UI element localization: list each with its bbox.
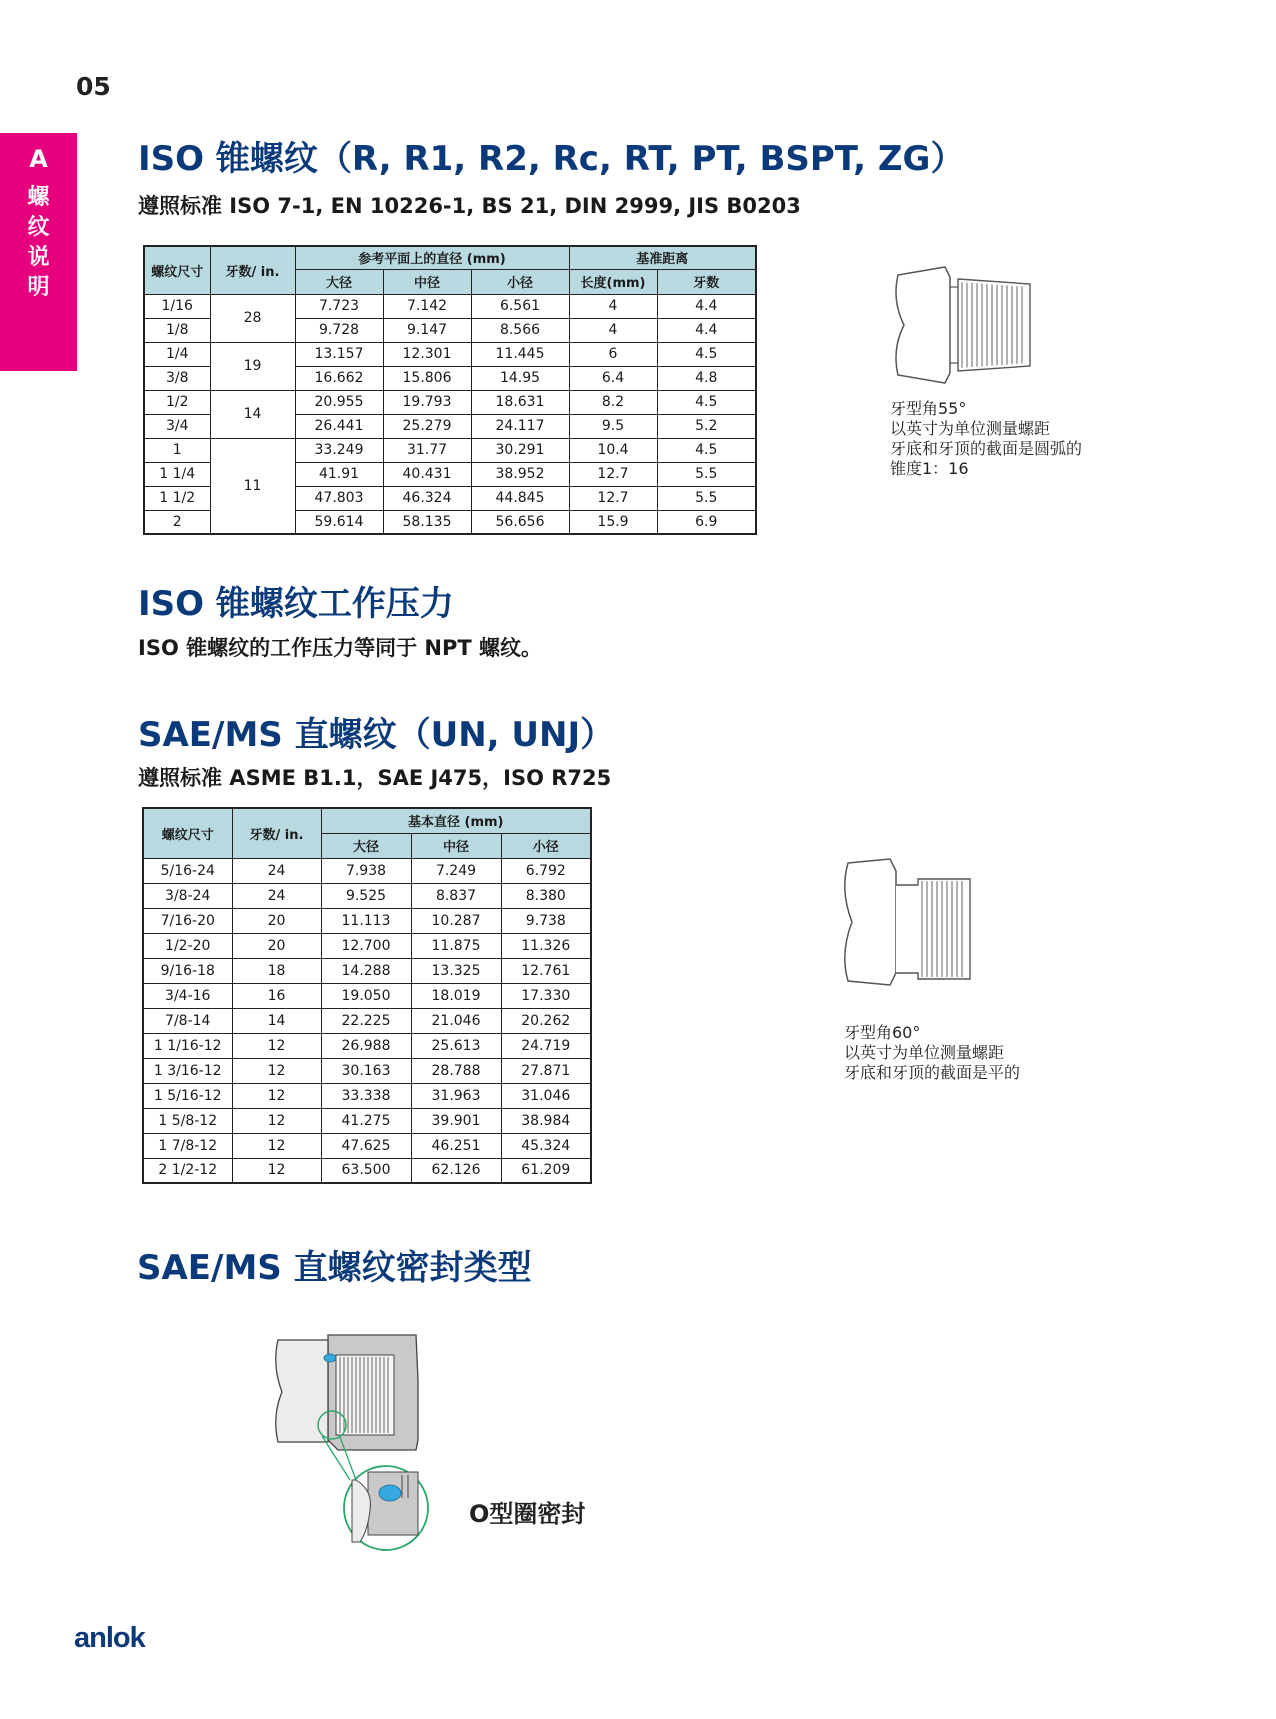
cell-length: 9.5 xyxy=(569,414,657,438)
cell-tpi: 14 xyxy=(232,1008,321,1033)
note-line: 以英寸为单位测量螺距 xyxy=(844,1043,1005,1062)
cell-tpi: 12 xyxy=(232,1108,321,1133)
cell-major: 9.525 xyxy=(321,883,411,908)
table-row xyxy=(144,294,756,318)
table-row xyxy=(144,438,756,462)
oring-seal-drawing xyxy=(268,1330,438,1555)
cell-major: 33.249 xyxy=(295,438,383,462)
cell-pitch: 18.019 xyxy=(411,983,501,1008)
cell-size: 1 5/8-12 xyxy=(143,1108,232,1133)
table-row xyxy=(144,390,756,414)
cell-major: 7.938 xyxy=(321,858,411,883)
cell-major: 9.728 xyxy=(295,318,383,342)
table-row xyxy=(143,883,591,908)
section1-standard: 遵照标准 ISO 7-1, EN 10226-1, BS 21, DIN 2999, JIS B0203 xyxy=(138,194,801,218)
cell-length: 4 xyxy=(569,294,657,318)
cell-turns: 6.9 xyxy=(657,510,756,534)
section4-title: SAE/MS 直螺纹密封类型 xyxy=(137,1248,532,1288)
cell-minor: 8.566 xyxy=(471,318,569,342)
cell-size: 1 5/16-12 xyxy=(143,1083,232,1108)
cell-size: 1 1/16-12 xyxy=(143,1033,232,1058)
cell-pitch: 10.287 xyxy=(411,908,501,933)
cell-tpi: 12 xyxy=(232,1083,321,1108)
cell-pitch: 8.837 xyxy=(411,883,501,908)
cell-pitch: 7.142 xyxy=(383,294,471,318)
header-major: 大径 xyxy=(321,833,411,858)
header-major: 大径 xyxy=(295,269,383,294)
cell-size: 1/2 xyxy=(144,390,210,414)
header-pitch: 中径 xyxy=(383,269,471,294)
cell-major: 41.275 xyxy=(321,1108,411,1133)
cell-size: 1/4 xyxy=(144,342,210,366)
table-row xyxy=(143,983,591,1008)
cell-length: 8.2 xyxy=(569,390,657,414)
cell-minor: 44.845 xyxy=(471,486,569,510)
oring-seal-label: O型圈密封 xyxy=(469,1500,586,1528)
header-diameter-group: 参考平面上的直径 (mm) xyxy=(295,246,569,269)
cell-minor: 18.631 xyxy=(471,390,569,414)
cell-size: 1 7/8-12 xyxy=(143,1133,232,1158)
cell-turns: 4.4 xyxy=(657,294,756,318)
cell-minor: 14.95 xyxy=(471,366,569,390)
cell-minor: 24.719 xyxy=(501,1033,591,1058)
cell-size: 2 xyxy=(144,510,210,534)
cell-pitch: 58.135 xyxy=(383,510,471,534)
header-turns: 牙数 xyxy=(657,269,756,294)
cell-pitch: 7.249 xyxy=(411,858,501,883)
cell-tpi: 12 xyxy=(232,1033,321,1058)
cell-size: 1/16 xyxy=(144,294,210,318)
brand-logo: anlok xyxy=(74,1622,145,1654)
cell-minor: 38.952 xyxy=(471,462,569,486)
cell-turns: 4.4 xyxy=(657,318,756,342)
cell-tpi: 12 xyxy=(232,1158,321,1183)
header-gauge-group: 基准距离 xyxy=(569,246,756,269)
cell-major: 20.955 xyxy=(295,390,383,414)
cell-tpi: 16 xyxy=(232,983,321,1008)
cell-size: 1 xyxy=(144,438,210,462)
side-tab xyxy=(0,133,77,371)
cell-pitch: 21.046 xyxy=(411,1008,501,1033)
cell-size: 1/2-20 xyxy=(143,933,232,958)
cell-pitch: 39.901 xyxy=(411,1108,501,1133)
iso-thread-notes xyxy=(890,399,1082,479)
table-row xyxy=(143,1083,591,1108)
cell-tpi: 24 xyxy=(232,858,321,883)
cell-pitch: 25.279 xyxy=(383,414,471,438)
cell-major: 14.288 xyxy=(321,958,411,983)
cell-pitch: 40.431 xyxy=(383,462,471,486)
cell-major: 26.988 xyxy=(321,1033,411,1058)
note-line: 牙型角55° xyxy=(890,399,967,418)
section2-title: ISO 锥螺纹工作压力 xyxy=(138,584,454,624)
cell-size: 1 1/4 xyxy=(144,462,210,486)
header-tpi: 牙数/ in. xyxy=(210,246,295,294)
cell-turns: 4.5 xyxy=(657,342,756,366)
section1-title: ISO 锥螺纹（R, R1, R2, Rc, RT, PT, BSPT, ZG） xyxy=(138,139,965,179)
cell-tpi: 20 xyxy=(232,908,321,933)
cell-pitch: 15.806 xyxy=(383,366,471,390)
header-tpi: 牙数/ in. xyxy=(232,808,321,858)
cell-length: 4 xyxy=(569,318,657,342)
cell-tpi: 28 xyxy=(210,294,295,342)
cell-pitch: 13.325 xyxy=(411,958,501,983)
header-diameter-group: 基本直径 (mm) xyxy=(321,808,591,833)
cell-major: 59.614 xyxy=(295,510,383,534)
cell-size: 3/4-16 xyxy=(143,983,232,1008)
table-row xyxy=(144,342,756,366)
section2-text: ISO 锥螺纹的工作压力等同于 NPT 螺纹。 xyxy=(138,636,543,660)
cell-major: 13.157 xyxy=(295,342,383,366)
cell-pitch: 28.788 xyxy=(411,1058,501,1083)
cell-minor: 8.380 xyxy=(501,883,591,908)
sae-straight-table xyxy=(142,807,592,1184)
header-minor: 小径 xyxy=(501,833,591,858)
taper-fitting-drawing xyxy=(890,265,1040,387)
cell-length: 12.7 xyxy=(569,462,657,486)
cell-pitch: 62.126 xyxy=(411,1158,501,1183)
cell-size: 1 3/16-12 xyxy=(143,1058,232,1083)
cell-size: 7/16-20 xyxy=(143,908,232,933)
side-tab-label: 螺 纹 说 明 xyxy=(27,185,50,300)
cell-major: 33.338 xyxy=(321,1083,411,1108)
cell-minor: 61.209 xyxy=(501,1158,591,1183)
cell-tpi: 14 xyxy=(210,390,295,438)
header-length: 长度(mm) xyxy=(569,269,657,294)
iso-taper-table xyxy=(143,245,757,535)
cell-size: 1 1/2 xyxy=(144,486,210,510)
cell-pitch: 25.613 xyxy=(411,1033,501,1058)
cell-turns: 5.5 xyxy=(657,462,756,486)
cell-minor: 45.324 xyxy=(501,1133,591,1158)
table-row xyxy=(143,1033,591,1058)
side-tab-letter: A xyxy=(29,145,48,173)
cell-tpi: 19 xyxy=(210,342,295,390)
cell-major: 19.050 xyxy=(321,983,411,1008)
cell-major: 26.441 xyxy=(295,414,383,438)
cell-pitch: 31.77 xyxy=(383,438,471,462)
cell-length: 15.9 xyxy=(569,510,657,534)
cell-major: 63.500 xyxy=(321,1158,411,1183)
cell-pitch: 9.147 xyxy=(383,318,471,342)
cell-minor: 11.326 xyxy=(501,933,591,958)
cell-minor: 17.330 xyxy=(501,983,591,1008)
table-row xyxy=(143,1008,591,1033)
cell-pitch: 19.793 xyxy=(383,390,471,414)
cell-size: 2 1/2-12 xyxy=(143,1158,232,1183)
table-row xyxy=(143,858,591,883)
cell-minor: 12.761 xyxy=(501,958,591,983)
cell-minor: 20.262 xyxy=(501,1008,591,1033)
cell-length: 12.7 xyxy=(569,486,657,510)
table-row xyxy=(143,1058,591,1083)
cell-turns: 5.5 xyxy=(657,486,756,510)
cell-pitch: 31.963 xyxy=(411,1083,501,1108)
cell-tpi: 20 xyxy=(232,933,321,958)
header-pitch: 中径 xyxy=(411,833,501,858)
cell-minor: 24.117 xyxy=(471,414,569,438)
cell-tpi: 12 xyxy=(232,1058,321,1083)
cell-pitch: 12.301 xyxy=(383,342,471,366)
straight-fitting-drawing xyxy=(840,857,980,987)
cell-major: 47.625 xyxy=(321,1133,411,1158)
table-row xyxy=(143,1108,591,1133)
cell-tpi: 12 xyxy=(232,1133,321,1158)
cell-size: 9/16-18 xyxy=(143,958,232,983)
cell-minor: 38.984 xyxy=(501,1108,591,1133)
cell-turns: 4.8 xyxy=(657,366,756,390)
cell-major: 47.803 xyxy=(295,486,383,510)
cell-major: 22.225 xyxy=(321,1008,411,1033)
cell-size: 1/8 xyxy=(144,318,210,342)
cell-pitch: 46.324 xyxy=(383,486,471,510)
cell-turns: 4.5 xyxy=(657,438,756,462)
sae-thread-notes xyxy=(844,1023,1020,1083)
cell-minor: 6.792 xyxy=(501,858,591,883)
cell-major: 12.700 xyxy=(321,933,411,958)
header-size: 螺纹尺寸 xyxy=(144,246,210,294)
cell-length: 10.4 xyxy=(569,438,657,462)
cell-tpi: 18 xyxy=(232,958,321,983)
table-row xyxy=(143,958,591,983)
cell-size: 5/16-24 xyxy=(143,858,232,883)
cell-turns: 4.5 xyxy=(657,390,756,414)
section3-standard: 遵照标准 ASME B1.1，SAE J475，ISO R725 xyxy=(138,766,612,790)
cell-tpi: 11 xyxy=(210,438,295,534)
table-row xyxy=(143,1158,591,1183)
note-line: 牙型角60° xyxy=(844,1023,921,1042)
cell-major: 30.163 xyxy=(321,1058,411,1083)
table-row xyxy=(143,908,591,933)
note-line: 以英寸为单位测量螺距 xyxy=(890,419,1051,438)
cell-turns: 5.2 xyxy=(657,414,756,438)
note-line: 牙底和牙顶的截面是平的 xyxy=(844,1063,1021,1082)
cell-minor: 30.291 xyxy=(471,438,569,462)
cell-minor: 56.656 xyxy=(471,510,569,534)
header-minor: 小径 xyxy=(471,269,569,294)
page-number: 05 xyxy=(76,72,111,101)
cell-size: 7/8-14 xyxy=(143,1008,232,1033)
note-line: 锥度1：16 xyxy=(890,459,969,478)
table-row xyxy=(143,1133,591,1158)
table-row xyxy=(143,933,591,958)
cell-size: 3/4 xyxy=(144,414,210,438)
cell-pitch: 11.875 xyxy=(411,933,501,958)
cell-size: 3/8 xyxy=(144,366,210,390)
cell-length: 6.4 xyxy=(569,366,657,390)
cell-major: 7.723 xyxy=(295,294,383,318)
cell-minor: 6.561 xyxy=(471,294,569,318)
cell-major: 11.113 xyxy=(321,908,411,933)
note-line: 牙底和牙顶的截面是圆弧的 xyxy=(890,439,1083,458)
header-size: 螺纹尺寸 xyxy=(143,808,232,858)
cell-minor: 9.738 xyxy=(501,908,591,933)
cell-minor: 11.445 xyxy=(471,342,569,366)
cell-major: 16.662 xyxy=(295,366,383,390)
section3-title: SAE/MS 直螺纹（UN, UNJ） xyxy=(138,715,615,755)
cell-minor: 27.871 xyxy=(501,1058,591,1083)
cell-tpi: 24 xyxy=(232,883,321,908)
cell-minor: 31.046 xyxy=(501,1083,591,1108)
cell-pitch: 46.251 xyxy=(411,1133,501,1158)
cell-length: 6 xyxy=(569,342,657,366)
cell-major: 41.91 xyxy=(295,462,383,486)
cell-size: 3/8-24 xyxy=(143,883,232,908)
